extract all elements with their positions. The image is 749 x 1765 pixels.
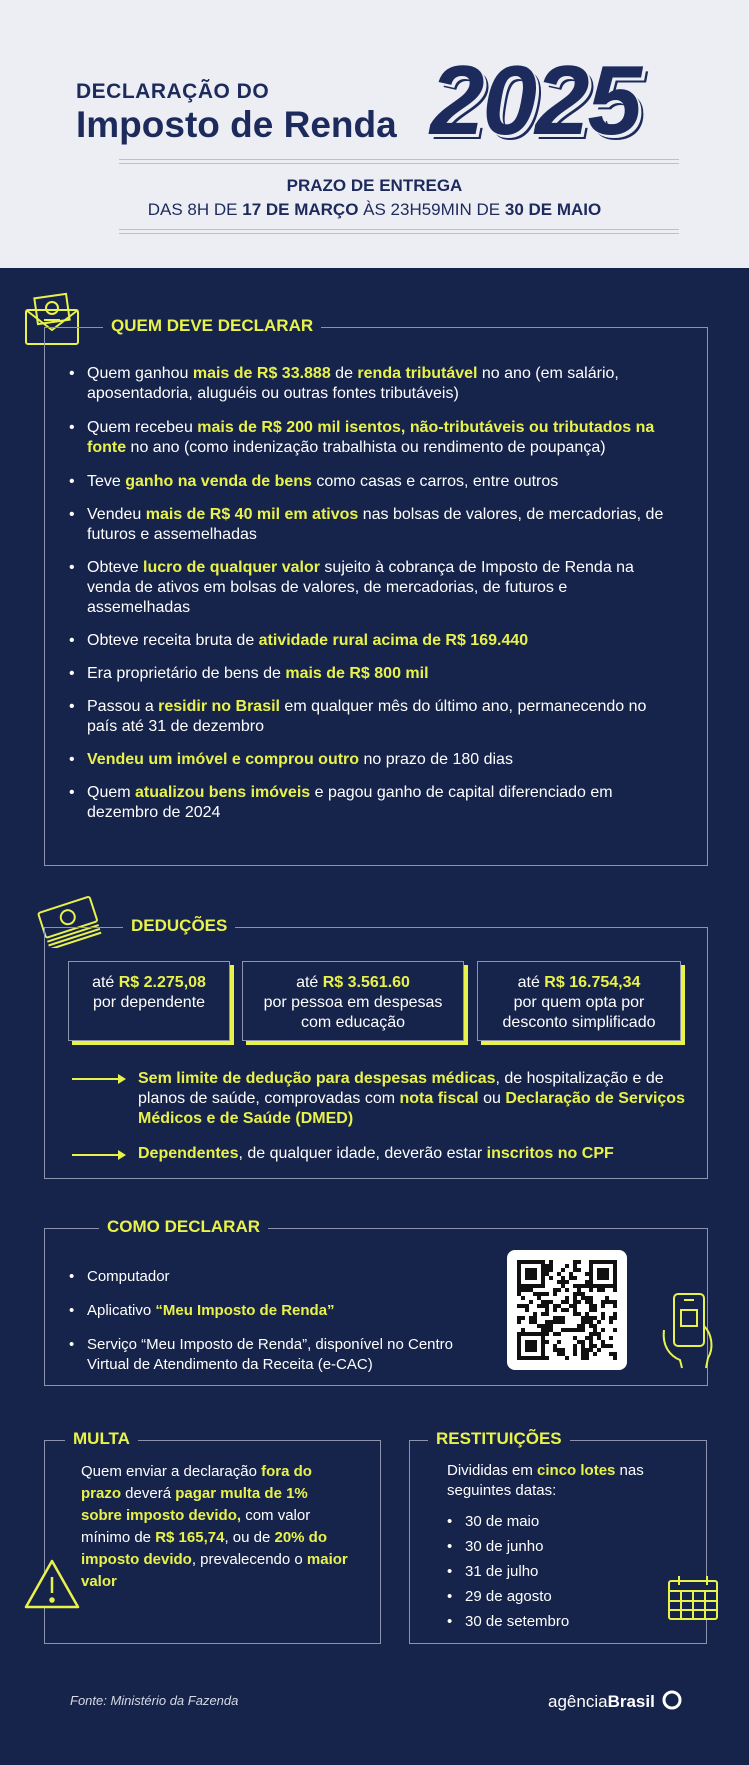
multa-text (81, 1461, 351, 1593)
quem-deve-box (44, 316, 708, 866)
body-text: de (330, 365, 358, 382)
body-text: Teve (87, 473, 126, 490)
restituicoes-intro (447, 1461, 667, 1501)
deadline-label: PRAZO DE ENTREGA (286, 176, 463, 195)
list-item: • 31 de julho (447, 1559, 647, 1584)
list-item (69, 558, 669, 618)
highlight-text: renda tributável (357, 365, 478, 382)
highlight-text: mais de R$ 40 mil em ativos (145, 506, 359, 523)
body-text: Quem ganhou (87, 365, 193, 382)
deducoes-title: DEDUÇÕES (123, 916, 235, 936)
highlight-text: maior valor (81, 1551, 348, 1590)
header-divider-top (119, 159, 679, 164)
body-text: sujeito à cobrança de Imposto de Renda na venda de ativos em bolsas de valores, de mercadorias, de futuros e assemelhadas (87, 559, 634, 616)
highlight-text: mais de R$ 200 mil isentos, não-tributáveis ou tributados na fonte (87, 419, 655, 456)
deducao-note-medicas (138, 1069, 698, 1129)
body-text: , prevalecendo o (191, 1551, 307, 1568)
list-item: • 29 de agosto (447, 1584, 647, 1609)
highlight-text: ganho na venda de bens (125, 473, 312, 490)
list-item (69, 505, 669, 545)
multa-box (44, 1429, 381, 1644)
highlight-text: nota fiscal (399, 1090, 479, 1107)
list-item (69, 631, 669, 651)
body-text: , de qualquer idade, deverão estar (238, 1145, 487, 1162)
list-item (69, 472, 669, 492)
multa-title: MULTA (65, 1429, 138, 1449)
body-text: com valor mínimo de (81, 1507, 311, 1546)
highlight-text: 20% do imposto devido (81, 1529, 327, 1568)
list-item (69, 364, 669, 404)
arrow-icon (72, 1078, 124, 1080)
arrow-icon (72, 1154, 124, 1156)
calendar-icon (663, 1573, 723, 1627)
body-text: Quem recebeu (87, 419, 198, 436)
body-text: nas seguintes datas: (447, 1462, 644, 1499)
body-text: no ano (como indenização trabalhista ou rendimento de poupança) (126, 439, 606, 456)
list-item: • 30 de setembro (447, 1609, 647, 1634)
list-item (69, 664, 669, 684)
highlight-text: pagar multa de 1% sobre imposto devido, (81, 1485, 308, 1524)
body-text: Obteve (87, 559, 144, 576)
body-text: Divididas em (447, 1462, 538, 1479)
restituicoes-title: RESTITUIÇÕES (428, 1429, 570, 1449)
body-text: no ano (em salário, aposentadoria, aluguéis ou outras fontes tributáveis) (87, 365, 619, 402)
body-text: como casas e carros, entre outros (311, 473, 559, 490)
body-text: nas bolsas de valores, de mercadorias, de futuros e assemelhadas (87, 506, 664, 543)
source-note: Fonte: Ministério da Fazenda (70, 1693, 239, 1708)
highlight-text: mais de R$ 33.888 (192, 365, 331, 382)
list-item (69, 697, 669, 737)
header-divider-bottom (119, 229, 679, 234)
smartphone-hand-icon (660, 1290, 718, 1374)
deducao-card-dependente: até R$ 2.275,08 por dependente (68, 961, 230, 1041)
quem-deve-title: QUEM DEVE DECLARAR (103, 316, 321, 336)
highlight-text: residir no Brasil (158, 698, 280, 715)
highlight-text: lucro de qualquer valor (143, 559, 320, 576)
body-text: Passou a (87, 698, 159, 715)
highlight-text: fora do prazo (81, 1463, 312, 1502)
list-item (69, 750, 669, 770)
body-text: Obteve receita bruta de (87, 632, 259, 649)
header-banner (0, 0, 749, 268)
body-text: Quem enviar a declaração (81, 1463, 262, 1480)
list-item (69, 1301, 469, 1321)
como-declarar-list (69, 1267, 469, 1375)
list-item (69, 418, 669, 458)
list-item (69, 1267, 469, 1287)
body-text: em qualquer mês do último ano, permanecendo no país até 31 de dezembro (87, 698, 647, 735)
list-item (69, 783, 669, 823)
body-text: , ou de (224, 1529, 275, 1546)
deducao-card-simplificado: até R$ 16.754,34 por quem opta por desconto simplificado (477, 961, 681, 1041)
highlight-text: inscritos no CPF (486, 1145, 614, 1162)
body-text: ou (478, 1090, 506, 1107)
restituicoes-dates (447, 1509, 647, 1634)
agencia-brasil-logo: agênciaBrasil (548, 1690, 682, 1712)
highlight-text: Vendeu um imóvel e comprou outro (87, 751, 360, 768)
header-year: 2025 (430, 45, 641, 155)
quem-deve-list (69, 364, 669, 823)
body-text: Computador (87, 1268, 170, 1285)
brand-mark-icon (662, 1690, 682, 1710)
deadline-dates: DAS 8H DE 17 DE MARÇO ÀS 23H59MIN DE 30 DE MAIO (147, 200, 602, 219)
highlight-text: cinco lotes (537, 1462, 616, 1479)
body-text: no prazo de 180 dias (359, 751, 513, 768)
body-text: Aplicativo (87, 1302, 156, 1319)
highlight-text: Declaração de Serviços Médicos e de Saúde (DMED) (138, 1090, 685, 1127)
highlight-text: atividade rural acima de R$ 169.440 (258, 632, 529, 649)
deducao-card-educacao: até R$ 3.561.60 por pessoa em despesas com educação (242, 961, 464, 1041)
qr-code[interactable] (507, 1250, 627, 1370)
header-subtitle: DECLARAÇÃO DO (76, 80, 270, 103)
highlight-text: mais de R$ 800 mil (285, 665, 429, 682)
como-declarar-title: COMO DECLARAR (99, 1217, 268, 1237)
body-text: deverá (121, 1485, 176, 1502)
body-text: e pagou ganho de capital diferenciado em dezembro de 2024 (87, 784, 613, 821)
highlight-text: R$ 165,74 (155, 1529, 225, 1546)
body-text: Era proprietário de bens de (87, 665, 286, 682)
list-item (69, 1335, 469, 1375)
highlight-text: “Meu Imposto de Renda” (155, 1302, 335, 1319)
body-text: , de hospitalização e de planos de saúde, comprovadas com (138, 1070, 664, 1107)
warning-icon (22, 1557, 82, 1617)
header-title: Imposto de Renda (76, 104, 397, 145)
body-text: Vendeu (87, 506, 146, 523)
deducao-note-dependentes (138, 1144, 698, 1164)
list-item: • 30 de maio (447, 1509, 647, 1534)
list-item: • 30 de junho (447, 1534, 647, 1559)
body-text: Serviço “Meu Imposto de Renda”, disponível no Centro Virtual de Atendimento da Receita (e-CAC) (87, 1336, 454, 1373)
body-text: Quem (87, 784, 136, 801)
highlight-text: Sem limite de dedução para despesas médicas (138, 1070, 496, 1087)
highlight-text: atualizou bens imóveis (135, 784, 311, 801)
highlight-text: Dependentes (138, 1145, 239, 1162)
